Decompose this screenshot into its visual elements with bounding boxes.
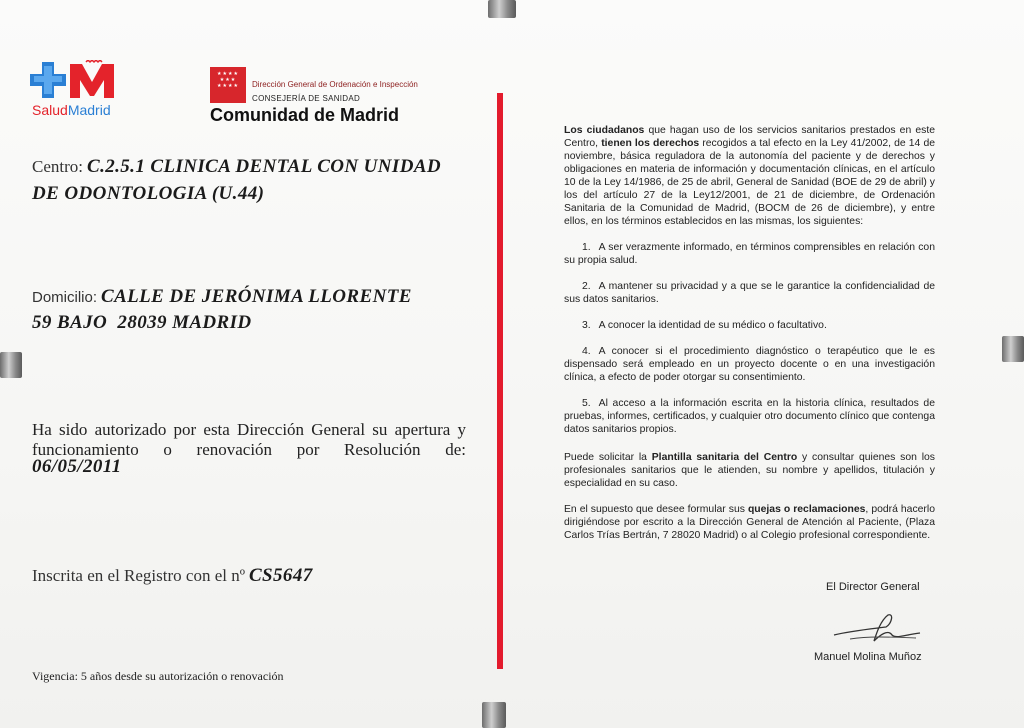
- vigencia-text: Vigencia: 5 años desde su autorización o renovación: [32, 669, 284, 683]
- derecho-item: [564, 397, 935, 436]
- signature-icon: [830, 605, 926, 649]
- registro-value: CS5647: [248, 565, 313, 586]
- derecho-text: A conocer si el procedimiento diagnóstico o terapéutico que le es dispensado será empleado en un proyecto docente o en una investigación clínica, a efecto de poder otorgar su consentimiento.: [564, 346, 935, 383]
- director-label: El Director General: [826, 581, 920, 593]
- derecho-item: [564, 241, 935, 267]
- para3-text-1: En el supuesto que desee formular sus: [564, 504, 748, 515]
- intro-text-2: recogidos a tal efecto en la Ley 41/2002, de 14 de noviembre, básica reguladora de la autonomía del paciente y de derechos y obligaciones en materia de información y documentación clínicas, en el artículo 10 de la Ley 14/1986, de 25 de abril, General de Sanidad (BOE de 29 de abril) y los del artículo 27 de la Ley12/2001, de 21 de diciembre, de Ordenación Sanitaria de la Comunidad de Madrid, (BOCM de 26 de diciembre), y entre ellos, en los términos establecidos en las mismas, los siguientes:: [564, 138, 935, 227]
- intro-bold-2: tienen los derechos: [601, 138, 700, 149]
- autorizado-text: Ha sido autorizado por esta Dirección General su apertura y funcionamiento o renovación por Resolución de:: [32, 420, 466, 459]
- domicilio-value-1: CALLE DE JERÓNIMA LLORENTE: [101, 286, 412, 307]
- para2-bold: Plantilla sanitaria del Centro: [651, 452, 798, 463]
- salud-logo-text-1: Salud: [32, 102, 68, 118]
- intro-paragraph: [564, 124, 935, 228]
- centro-block: [32, 154, 472, 208]
- derecho-text: Al acceso a la información escrita en la historia clínica, resultados de pruebas, informes, certificados, y cualquier otro documento clínico que contenga datos sanitarios propios.: [564, 398, 935, 435]
- frame-clip-left: [0, 352, 22, 378]
- salud-madrid-logo: [30, 60, 126, 122]
- cm-title: Comunidad de Madrid: [210, 105, 399, 125]
- para3-text-2: , podrá hacerlo dirigiéndose por escrito a la Dirección General de Atención al Paciente, (Plaza Carlos Trías Bertrán, 7 28020 Madrid) o al Colegio profesional correspondiente.: [564, 504, 935, 541]
- para2-text-1: Puede solicitar la: [564, 452, 652, 463]
- derecho-text: A mantener su privacidad y a que se le garantice la confidencialidad de sus datos sanitarios.: [564, 281, 935, 305]
- salud-madrid-mark-icon: [30, 60, 122, 102]
- red-divider: [497, 93, 503, 669]
- domicilio-block: [32, 284, 472, 336]
- frame-clip-top: [488, 0, 516, 18]
- derecho-item: [564, 345, 935, 384]
- derecho-num: 5.: [582, 398, 591, 409]
- derechos-column: [564, 124, 935, 542]
- centro-value: C.2.5.1 CLINICA DENTAL CON UNIDAD DE ODONTOLOGIA (U.44): [32, 156, 442, 204]
- centro-label: Centro:: [32, 157, 83, 176]
- cm-consejeria-line: CONSEJERÍA DE SANIDAD: [252, 94, 361, 103]
- intro-bold-1: Los ciudadanos: [564, 125, 645, 136]
- frame-clip-right: [1002, 336, 1024, 362]
- derecho-item: [564, 319, 935, 332]
- plantilla-paragraph: [564, 451, 935, 490]
- signer-name: Manuel Molina Muñoz: [814, 651, 922, 663]
- registro-block: [32, 565, 313, 587]
- intro-text-1: que hagan uso de los servicios sanitarios prestados en este Centro,: [564, 125, 935, 149]
- resolucion-fecha: 06/05/2011: [32, 456, 122, 477]
- derecho-num: 2.: [582, 281, 591, 292]
- derecho-num: 4.: [582, 346, 591, 357]
- domicilio-label: Domicilio:: [32, 289, 98, 306]
- comunidad-madrid-flag-icon: ★★★★ ★★★ ★★★★: [210, 67, 246, 103]
- para2-text-2: y consultar quienes son los profesionales sanitarios que le atienden, su nombre y apellidos, titulación y especialidad en su caso.: [564, 452, 935, 489]
- derechos-list: [564, 241, 935, 436]
- cm-direccion-line: Dirección General de Ordenación e Inspección: [252, 80, 418, 89]
- salud-logo-text-2: Madrid: [67, 102, 111, 118]
- para3-bold: quejas o reclamaciones: [747, 504, 866, 515]
- reclamaciones-paragraph: [564, 503, 935, 542]
- domicilio-value-2: 59 BAJO 28039 MADRID: [32, 312, 252, 333]
- derecho-item: [564, 280, 935, 306]
- registro-label: Inscrita en el Registro con el nº: [32, 566, 245, 585]
- derecho-text: A conocer la identidad de su médico o facultativo.: [598, 320, 827, 331]
- derecho-num: 3.: [582, 320, 591, 331]
- derecho-text: A ser verazmente informado, en términos comprensibles en relación con su propia salud.: [564, 242, 935, 266]
- derecho-num: 1.: [582, 242, 591, 253]
- frame-clip-bottom: [482, 702, 506, 728]
